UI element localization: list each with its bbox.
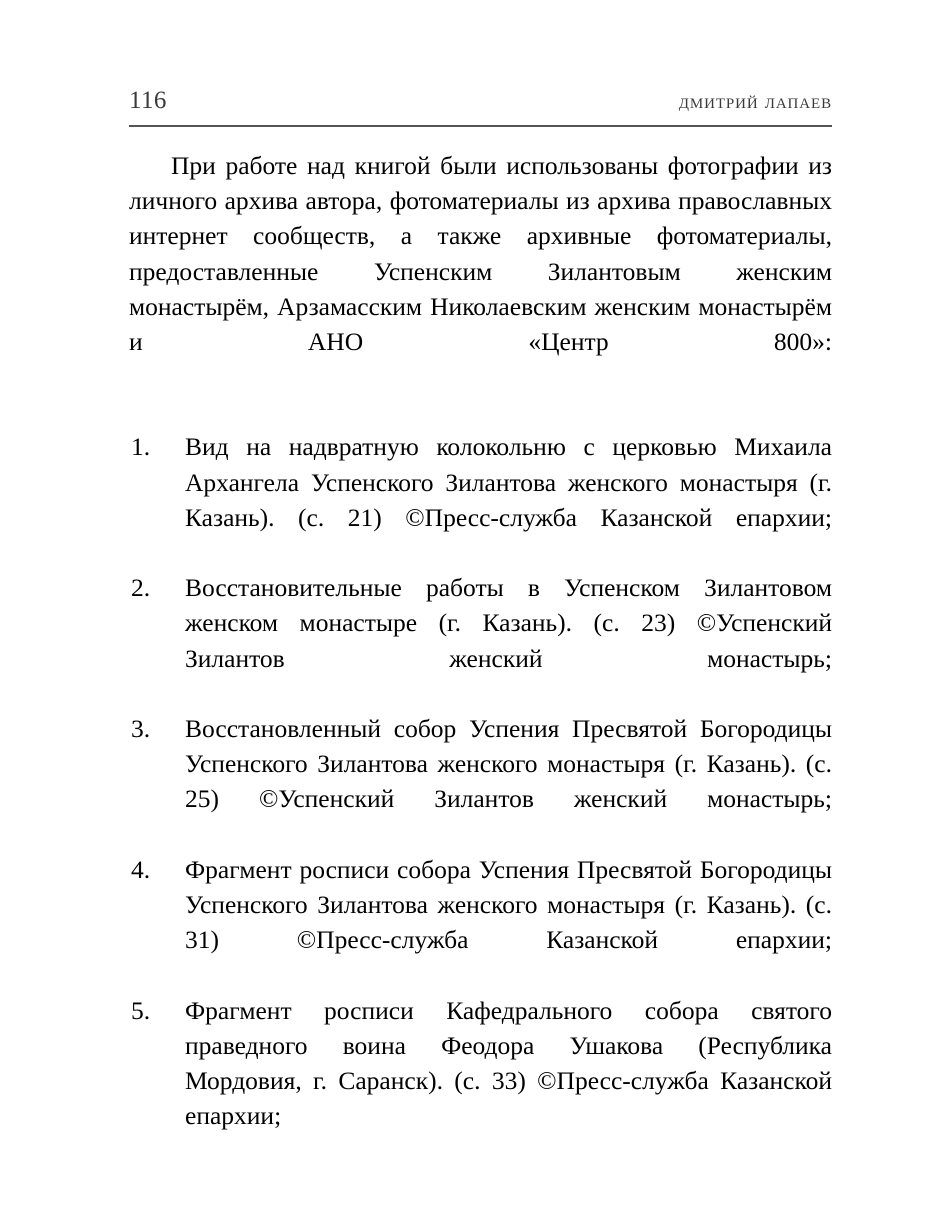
list-item-text: Фрагмент росписи Кафедрального собора святого праведного воина Феодора Ушакова (Республика Мордовия, г. Саранск). (с. 33) ©Пресс-служба Казанской епархии; — [185, 995, 832, 1131]
list-item — [129, 429, 832, 570]
list-item-text: Восстановительные работы в Успенском Зилантовом женском монастыре (г. Казань). (с. 23) ©Успенский Зилантов женский монастырь; — [185, 573, 832, 673]
list-item — [129, 852, 832, 993]
paragraph-list-spacer — [129, 394, 832, 429]
list-item — [129, 711, 832, 852]
list-item-number: 5. — [131, 995, 151, 1025]
list-item-text: Восстановленный собор Успения Пресвятой Богородицы Успенского Зилантова женского монастыря (г. Казань). (с. 25) ©Успенский Зилантов женский монастырь; — [185, 714, 832, 814]
photo-credits-list — [129, 429, 832, 1168]
list-item — [129, 570, 832, 711]
page-number: 116 — [129, 87, 167, 114]
list-item-text: Вид на надвратную колокольню с церковью Михаила Архангела Успенского Зилантова женского монастыря (г. Казань). (с. 21) ©Пресс-служба Казанской епархии; — [185, 432, 832, 532]
list-item-number: 1. — [131, 432, 151, 462]
author-name: дмитрий лапаев — [678, 89, 832, 113]
running-head — [129, 88, 832, 113]
list-item — [129, 993, 832, 1169]
list-item-text: Фрагмент росписи собора Успения Пресвятой Богородицы Успенского Зилантова женского монастыря (г. Казань). (с. 31) ©Пресс-служба Казанской епархии; — [185, 854, 832, 955]
text-block — [129, 148, 832, 1169]
header-rule — [129, 125, 832, 127]
list-item-number: 4. — [131, 854, 151, 884]
list-item-number: 3. — [131, 714, 151, 744]
list-item-number: 2. — [131, 573, 151, 603]
intro-paragraph: При работе над книгой были использованы фотографии из личного архива автора, фотоматериалы из архива православных интернет сообществ, а также архивные фотоматериалы, предоставленные Успенским Зилантовым женским монастырём, Арзамасским Николаевским женским монастырём и АНО «Центр 800»: — [129, 151, 832, 357]
